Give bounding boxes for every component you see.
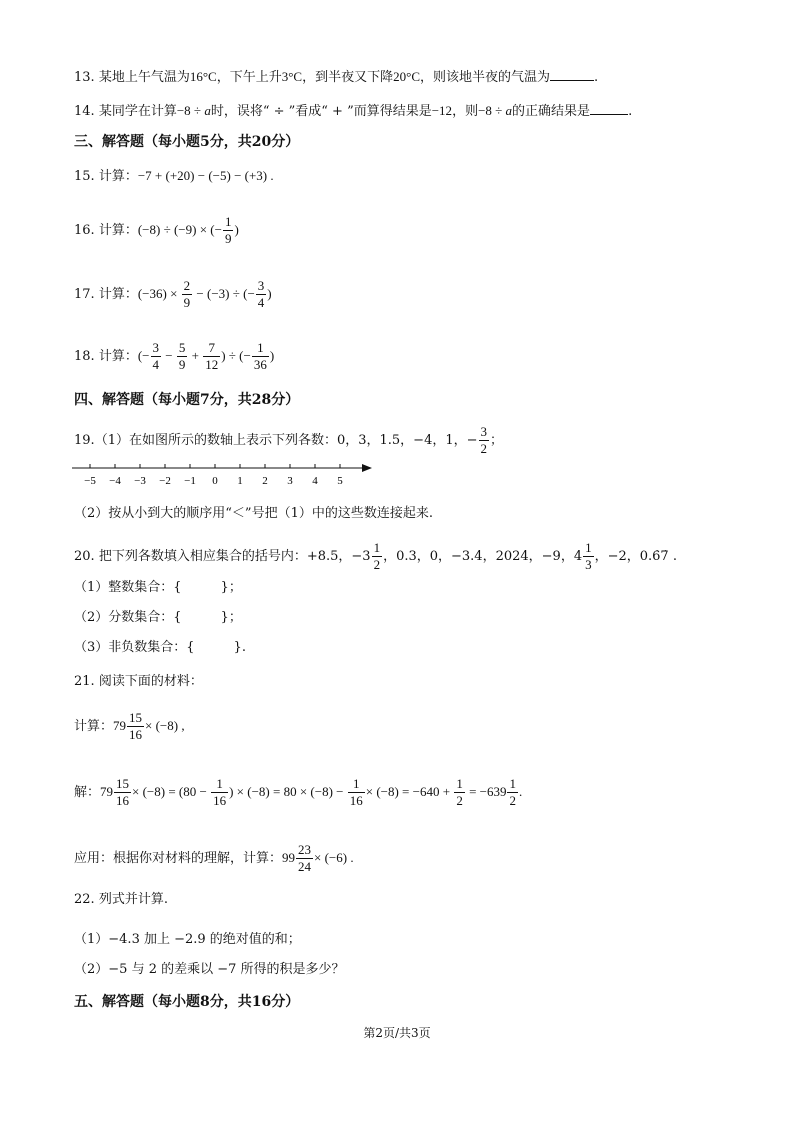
fraction: $\frac{1}{3}$ [585,540,592,572]
fraction: $\frac{7}{12}$ [205,340,219,372]
number-line-tick-label: −5 [84,475,96,487]
fraction: $\frac{2}{9}$ [183,278,191,310]
question-19-part-2: （2）按从小到大的顺序用“＜”号把（1）中的这些数连接起来. [74,506,433,521]
number-line-tick-label: 3 [287,475,293,487]
number-line-tick-label: 1 [237,475,243,487]
fraction: $\frac{1}{16}$ [349,776,363,808]
nonnegative-set: （3）非负数集合：{ }. [74,640,246,655]
fraction-set: （2）分数集合：{ }； [74,610,242,625]
number-line-tick-label: 2 [262,475,268,487]
question-21-calc: 计算：79 $\frac{15}{16}$ × (−8) , [74,710,185,742]
section-3-title: 三、解答题（每小题5分，共20分） [74,134,300,150]
fraction: $\frac{1}{36}$ [253,340,267,372]
number-line-tick-label: 0 [212,475,218,487]
fraction: $\frac{1}{2}$ [509,776,516,808]
question-20: 20. 把下列各数填入相应集合的括号内：+8.5，−3 $\frac{1}{2}$ ，0.3，0，−3.4，2024，−9，4 $\frac{1}{3}$ ，−2，0.6̇7̇ . [74,540,677,572]
fraction: $\frac{1}{2}$ [373,540,381,572]
fraction: $\frac{23}{24}$ [298,842,312,874]
fraction: $\frac{5}{9}$ [178,340,186,372]
arrow-icon [362,464,372,472]
fraction: $\frac{3}{4}$ [152,340,160,372]
question-17: 17. 计算：(−36) × $\frac{2}{9}$ − (−3) ÷ (− $\frac{3}{4}$ ) [74,278,272,310]
number-line-tick-label: −1 [184,475,196,487]
number-line-tick-label: 5 [337,475,343,487]
fraction: $\frac{3}{2}$ [480,424,488,456]
number-line-tick-label: −2 [159,475,171,487]
question-21-solution: 解：79 $\frac{15}{16}$ × (−8) = (80 − $\frac{1}{16}$ ) × (−8) = 80 × (−8) − $\frac{1}{16}$ × (−8) = −640 + $\frac{1}{2}$ = −639 $\frac{1}{2}$ . [74,776,523,808]
question-16: 16. 计算：(−8) ÷ (−9) × (− $\frac{1}{9}$ ) [74,214,239,246]
integer-set: （1）整数集合：{ }； [74,580,242,595]
number-line-tick-label: −4 [109,475,121,487]
question-19: 19.（1）在如图所示的数轴上表示下列各数：0，3，1.5，−4，1，− $\frac{3}{2}$ ； [74,424,504,456]
section-5-title: 五、解答题（每小题8分，共16分） [74,994,300,1010]
question-14: 14. 某同学在计算−8 ÷ a时，误将“ ÷ ”看成“ + ”而算得结果是−12，则−8 ÷ a的正确结果是 . [74,100,632,122]
page-footer: 第2页/共3页 [363,1026,431,1040]
question-22-part-1: （1）−4.3 加上 −2.9 的绝对值的和； [74,932,301,947]
fraction: $\frac{15}{16}$ [129,710,143,742]
answer-blank[interactable] [550,66,594,81]
fraction: $\frac{1}{16}$ [213,776,227,808]
question-13: 13. 某地上午气温为16°C，下午上升3°C，到半夜又下降20°C，则该地半夜的气温为 . [74,66,598,88]
section-4-title: 四、解答题（每小题7分，共28分） [74,392,300,408]
fraction: $\frac{1}{9}$ [224,214,232,246]
number-line-tick-label: 4 [312,475,318,487]
number-line-tick-label: −3 [134,475,146,487]
question-22-part-2: （2）−5 与 2 的差乘以 −7 所得的积是多少？ [74,962,345,977]
fraction: $\frac{3}{4}$ [257,278,265,310]
fraction: $\frac{15}{16}$ [116,776,130,808]
question-21: 21. 阅读下面的材料： [74,674,203,689]
question-15: 15. 计算：−7 + (+20) − (−5) − (+3) . [74,168,274,184]
question-18: 18. 计算：(− $\frac{3}{4}$ − $\frac{5}{9}$ + $\frac{7}{12}$ ) ÷ (− $\frac{1}{36}$ ) [74,340,275,372]
question-22: 22. 列式并计算. [74,892,168,907]
answer-blank[interactable] [590,100,628,115]
number-line-ticks [84,464,343,487]
number-line[interactable] [70,460,380,490]
question-21-application: 应用：根据你对材料的理解，计算：99 $\frac{23}{24}$ × (−6) . [74,842,354,874]
fraction: $\frac{1}{2}$ [456,776,463,808]
